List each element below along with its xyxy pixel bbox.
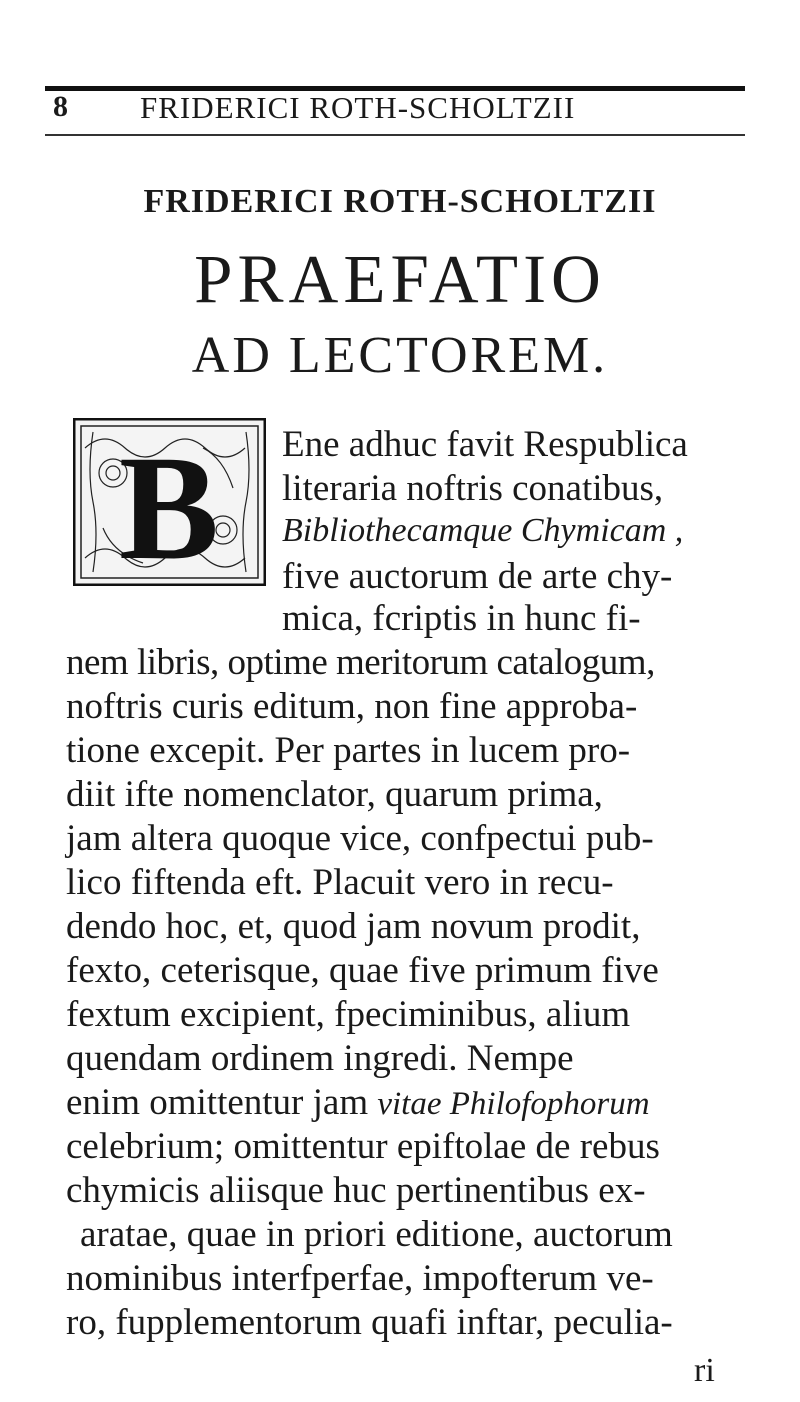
text-line-6: nem libris, optime meritorum catalogum, — [66, 642, 655, 683]
text-line-3: Bibliothecamque Chymicam , — [282, 512, 684, 549]
text-line-20: nominibus interfperfae, impofterum ve- — [66, 1258, 654, 1299]
catchword: ri — [694, 1352, 715, 1389]
text-line-15: quendam ordinem ingredi. Nempe — [66, 1038, 574, 1079]
text-line-18: chymicis aliisque huc pertinentibus ex- — [66, 1170, 646, 1211]
text-line-16-italic: vitae Philofophorum — [377, 1086, 650, 1122]
text-line-5: mica, fcriptis in hunc fi- — [282, 598, 641, 639]
text-line-16-roman: enim omittentur jam — [66, 1082, 378, 1123]
decorated-initial-b — [73, 418, 266, 586]
text-line-19: aratae, quae in priori editione, auctorum — [80, 1214, 673, 1255]
ad-lectorem-title: AD LECTOREM. — [191, 327, 609, 384]
text-line-10: jam altera quoque vice, confpectui pub- — [66, 818, 654, 859]
text-line-12: dendo hoc, et, quod jam novum prodit, — [66, 906, 641, 947]
author-title: FRIDERICI ROTH-SCHOLTZII — [143, 183, 657, 220]
running-title: FRIDERICI ROTH-SCHOLTZII — [140, 90, 576, 125]
initial-letter: B — [118, 425, 220, 586]
text-line-1: Ene adhuc favit Respublica — [282, 424, 688, 465]
running-head — [45, 90, 745, 130]
text-line-16 — [66, 1084, 650, 1121]
praefatio-title: PRAEFATIO — [194, 241, 606, 317]
text-line-13: fexto, ceterisque, quae five primum five — [66, 950, 659, 991]
text-line-4: five auctorum de arte chy- — [282, 556, 673, 597]
text-line-9: diit ifte nomenclator, quarum prima, — [66, 774, 603, 815]
text-line-14: fextum excipient, fpeciminibus, alium — [66, 994, 631, 1035]
text-line-8: tione excepit. Per partes in lucem pro- — [66, 730, 631, 771]
page-number: 8 — [53, 90, 68, 123]
text-line-7: noftris curis editum, non fine approba- — [66, 686, 638, 727]
head-rule — [45, 134, 745, 136]
text-line-17: celebrium; omittentur epiftolae de rebus — [66, 1126, 660, 1167]
text-line-11: lico fiftenda eft. Placuit vero in recu- — [66, 862, 614, 903]
text-line-2: literaria noftris conatibus, — [282, 468, 664, 509]
text-line-21: ro, fupplementorum quafi inftar, peculia- — [66, 1302, 673, 1343]
